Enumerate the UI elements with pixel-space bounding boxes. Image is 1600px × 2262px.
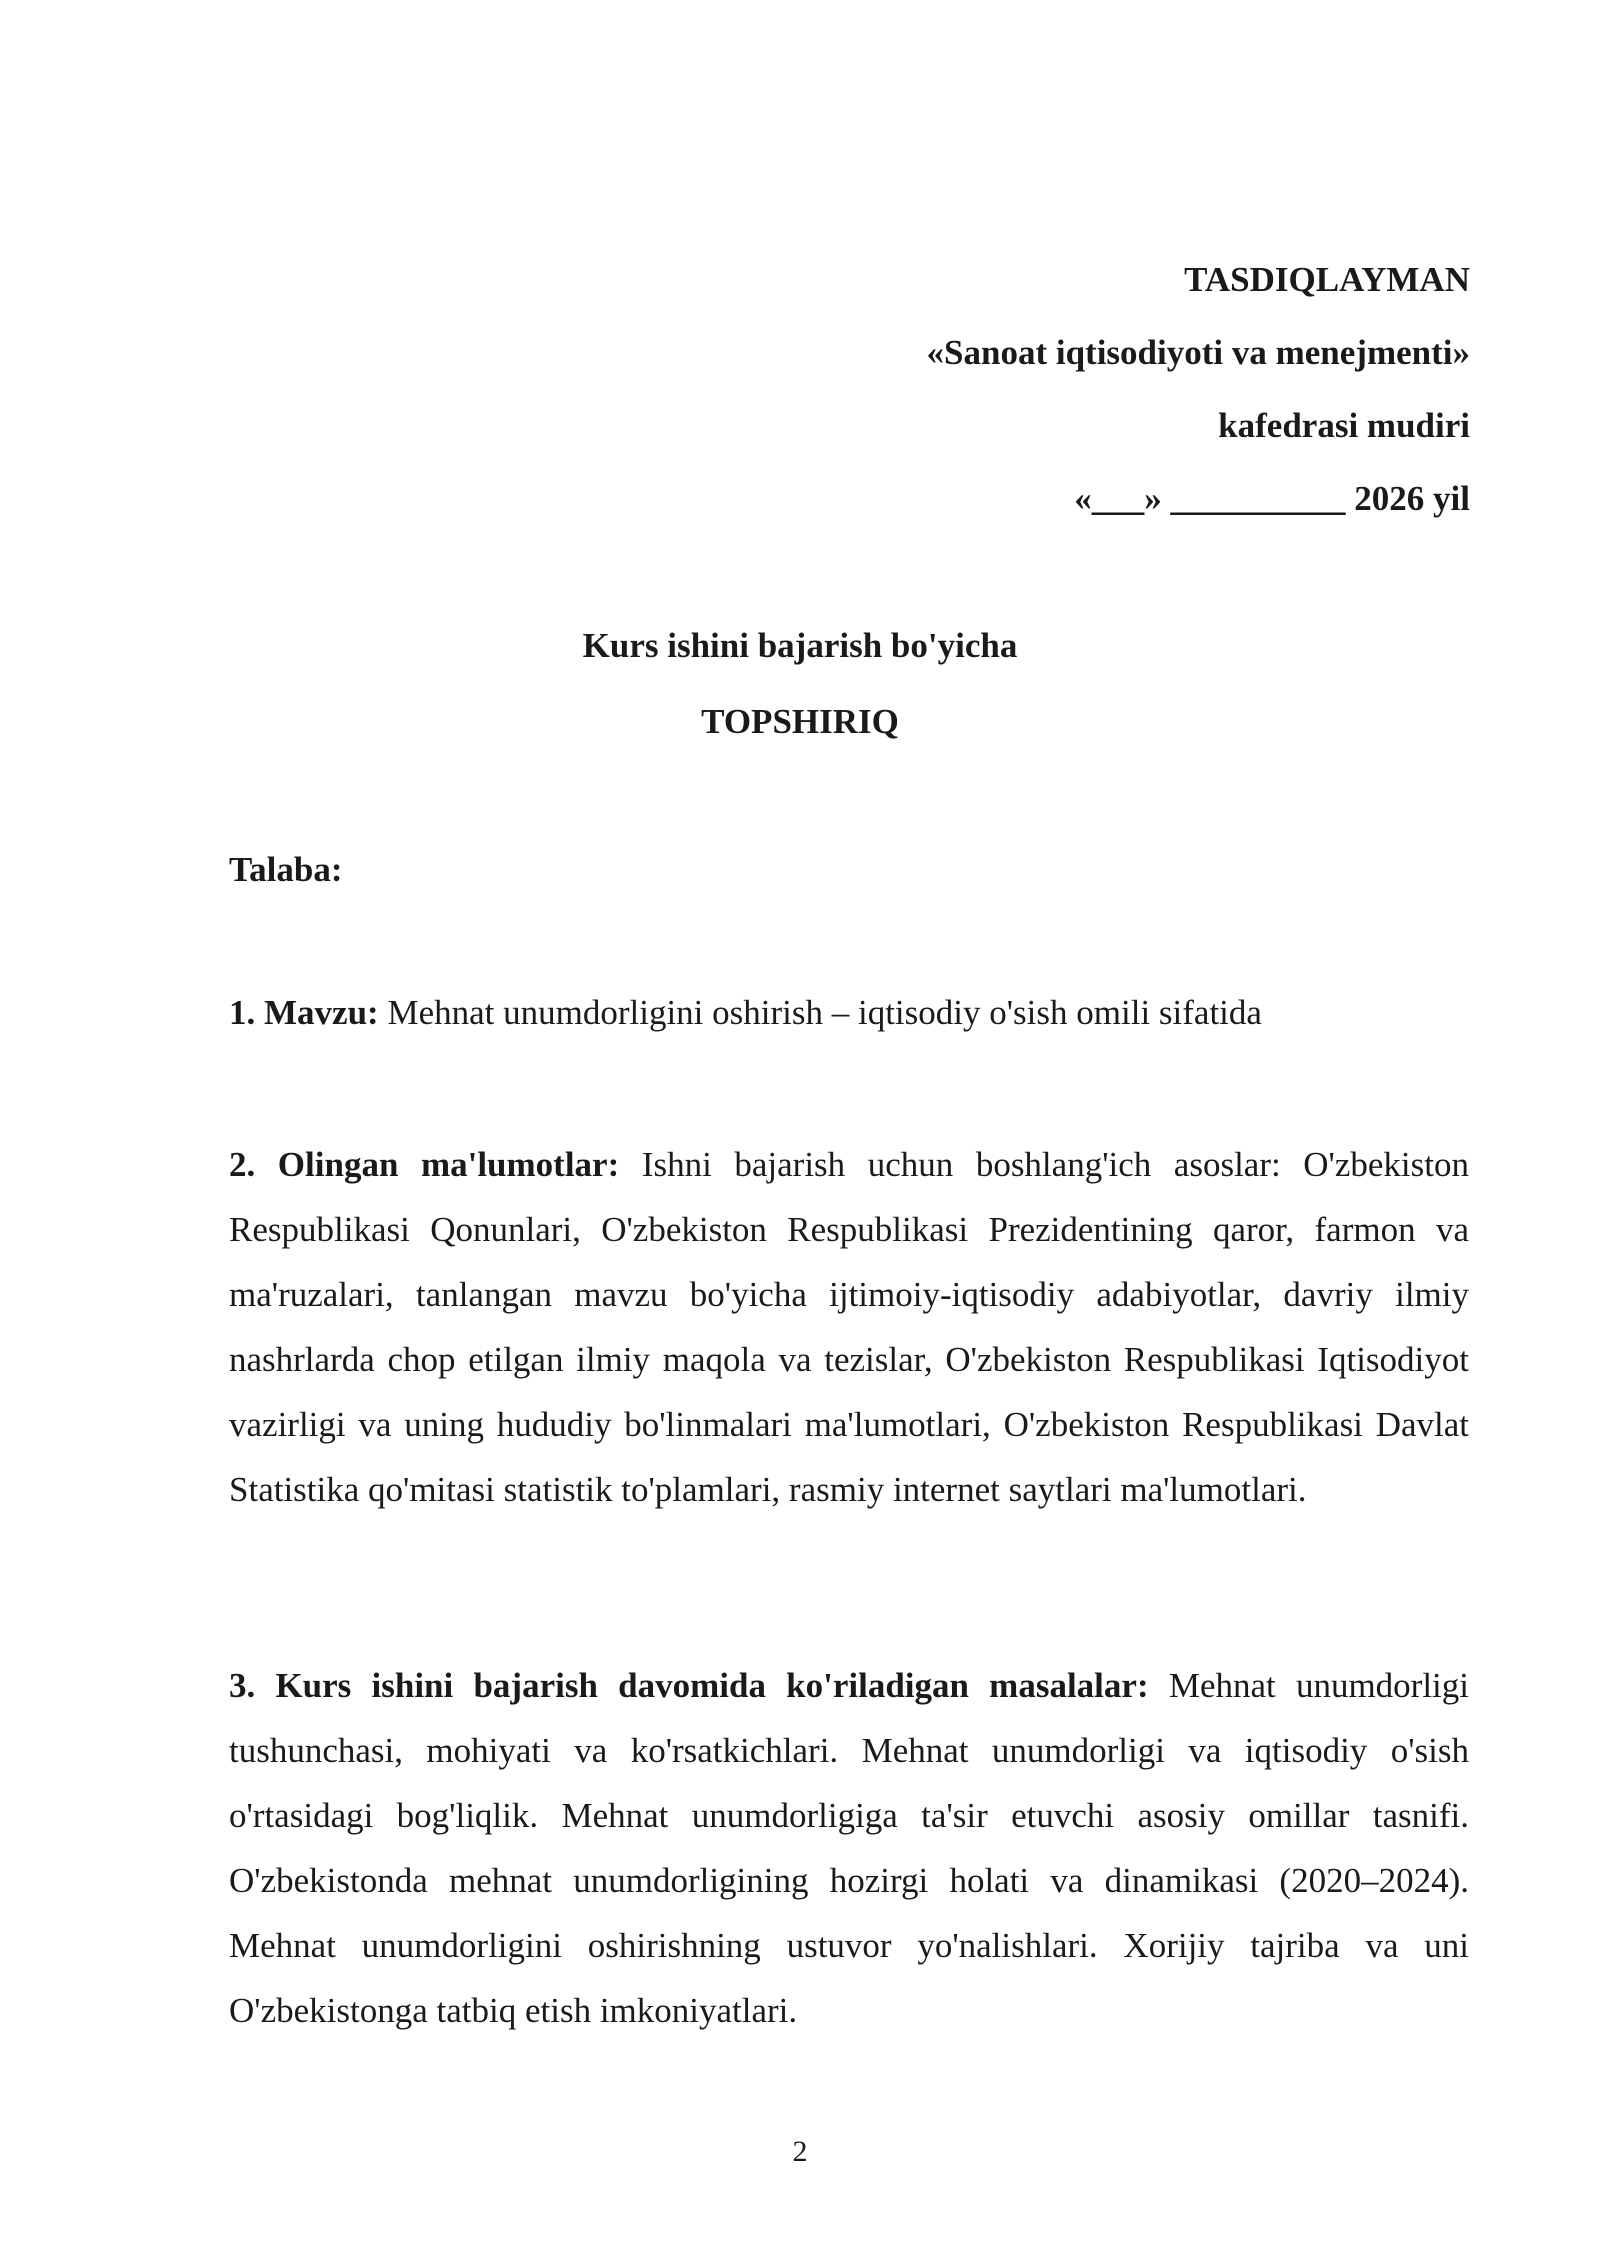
- approval-date: «___» __________ 2026 yil: [1074, 479, 1470, 518]
- section-tasks-label: 3. Kurs ishini bajarish davomida ko'riladigan masalalar:: [229, 1666, 1149, 1705]
- section-source-data-label: 2. Olingan ma'lumotlar:: [229, 1145, 620, 1184]
- section-topic-text: Mehnat unumdorligini oshirish – iqtisodiy o'sish omili sifatida: [387, 993, 1262, 1032]
- section-topic: [229, 980, 1469, 1045]
- page-number: 2: [792, 2135, 808, 2168]
- student-label: Talaba:: [229, 850, 343, 889]
- section-source-data: [229, 1132, 1469, 1522]
- section-topic-label: 1. Mavzu:: [229, 993, 379, 1032]
- student-field: [229, 837, 1469, 902]
- section-tasks: [229, 1653, 1469, 2043]
- approval-department: «Sanoat iqtisodiyoti va menejmenti»: [926, 333, 1470, 372]
- document-title-line1: Kurs ishini bajarish bo'yicha: [582, 626, 1018, 665]
- document-title-line2: TOPSHIRIQ: [701, 702, 899, 741]
- section-source-data-text: Ishni bajarish uchun boshlang'ich asoslar: O'zbekiston Respublikasi Qonunlari, O'zbekiston Respublikasi Prezidentining qaror, farmon va ma'ruzalari, tanlangan mavzu bo'yicha ijtimoiy-iqtisodiy adabiyotlar, davriy ilmiy nashrlarda chop etilgan ilmiy maqola va tezislar, O'zbekiston Respublikasi Iqtisodiyot vazirligi va uning hududiy bo'linmalari ma'lumotlari, O'zbekiston Respublikasi Davlat Statistika qo'mitasi statistik to'plamlari, rasmiy internet saytlari ma'lumotlari.: [229, 1145, 1469, 1509]
- approval-block: [927, 254, 1470, 546]
- section-tasks-text: Mehnat unumdorligi tushunchasi, mohiyati va ko'rsatkichlari. Mehnat unumdorligi va iqtisodiy o'sish o'rtasidagi bog'liqlik. Mehnat unumdorligiga ta'sir etuvchi asosiy omillar tasnifi. O'zbekistonda mehnat unumdorligining hozirgi holati va dinamikasi (2020–2024). Mehnat unumdorligini oshirishning ustuvor yo'nalishlari. Xorijiy tajriba va uni O'zbekistonga tatbiq etish imkoniyatlari.: [229, 1666, 1470, 2030]
- approval-title: TASDIQLAYMAN: [1184, 260, 1470, 299]
- approval-position: kafedrasi mudiri: [1218, 406, 1470, 445]
